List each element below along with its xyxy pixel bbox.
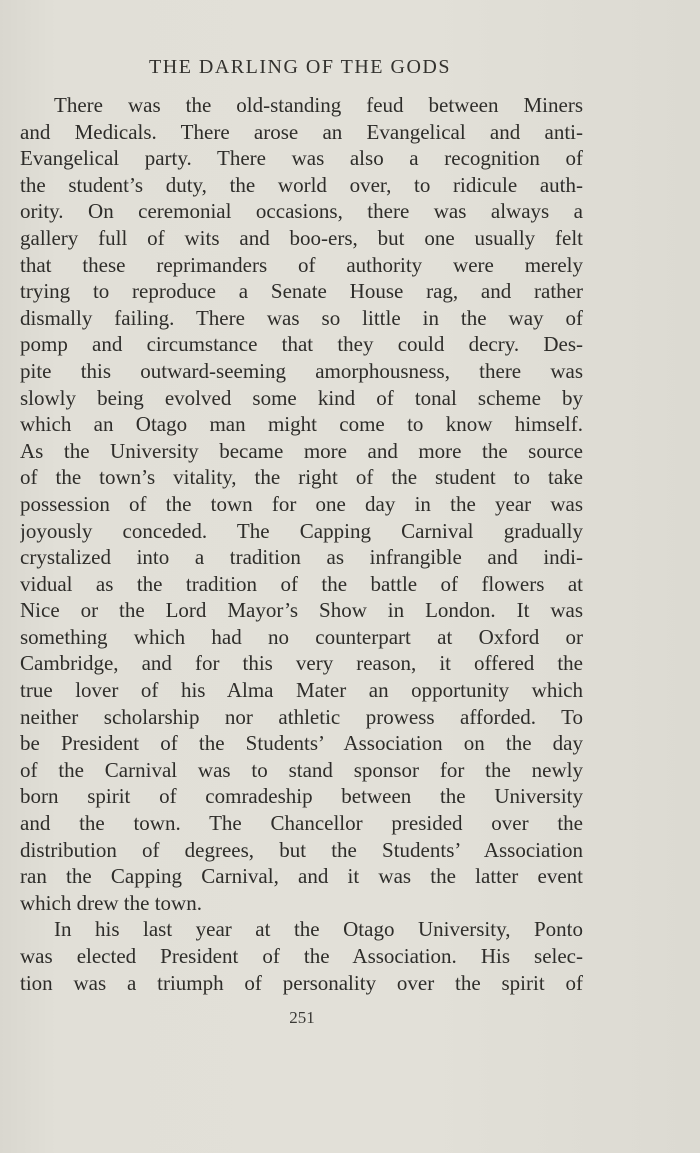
- text-line: dismally failing. There was so little in the way of: [20, 305, 583, 330]
- text-line: was elected President of the Association. His selec-: [20, 944, 583, 968]
- text-line: In his last year at the Otago University, Ponto: [54, 917, 583, 942]
- text-line: Cambridge, and for this very reason, it offered the: [20, 651, 583, 676]
- text-line: ority. On ceremonial occasions, there was always a: [20, 199, 583, 224]
- text-line: which drew the town.: [20, 890, 202, 915]
- text-line: joyously conceded. The Capping Carnival gradually: [20, 518, 583, 543]
- text-line: neither scholarship nor athletic prowess afforded. To: [20, 704, 583, 729]
- running-head: THE DARLING OF THE GODS: [149, 56, 451, 78]
- text-line: of the Carnival was to stand sponsor for the newly: [20, 757, 583, 782]
- text-line: Evangelical party. There was also a recognition of: [20, 146, 583, 171]
- text-line: true lover of his Alma Mater an opportunity which: [20, 678, 583, 703]
- text-line: There was the old-standing feud between Miners: [54, 93, 583, 117]
- page-number: 251: [289, 1008, 315, 1027]
- text-line: crystalized into a tradition as infrangible and indi-: [20, 545, 583, 570]
- text-line: be President of the Students’ Association on the day: [20, 731, 583, 756]
- text-line: tion was a triumph of personality over the spirit of: [20, 970, 583, 995]
- text-line: vidual as the tradition of the battle of flowers at: [20, 571, 583, 596]
- text-line: that these reprimanders of authority were merely: [20, 252, 583, 277]
- text-line: the student’s duty, the world over, to ridicule auth-: [20, 172, 583, 197]
- text-line: slowly being evolved some kind of tonal scheme by: [20, 385, 583, 410]
- text-line: born spirit of comradeship between the University: [20, 784, 583, 809]
- body-text: [20, 92, 583, 996]
- text-line: possession of the town for one day in the year was: [20, 491, 583, 516]
- text-line: and Medicals. There arose an Evangelical and anti-: [20, 119, 583, 144]
- text-line: ran the Capping Carnival, and it was the latter event: [20, 864, 583, 889]
- text-line: As the University became more and more the source: [20, 438, 583, 463]
- text-line: something which had no counterpart at Oxford or: [20, 624, 583, 649]
- text-line: distribution of degrees, but the Students’ Association: [20, 837, 583, 862]
- text-line: which an Otago man might come to know himself.: [20, 412, 583, 437]
- text-line: gallery full of wits and boo-ers, but one usually felt: [20, 225, 583, 250]
- text-line: Nice or the Lord Mayor’s Show in London. It was: [20, 598, 583, 623]
- text-line: trying to reproduce a Senate House rag, and rather: [20, 279, 583, 304]
- text-line: of the town’s vitality, the right of the student to take: [20, 465, 583, 490]
- text-line: and the town. The Chancellor presided over the: [20, 811, 583, 836]
- text-line: pite this outward-seeming amorphousness, there was: [20, 358, 583, 383]
- text-line: pomp and circumstance that they could decry. Des-: [20, 332, 583, 357]
